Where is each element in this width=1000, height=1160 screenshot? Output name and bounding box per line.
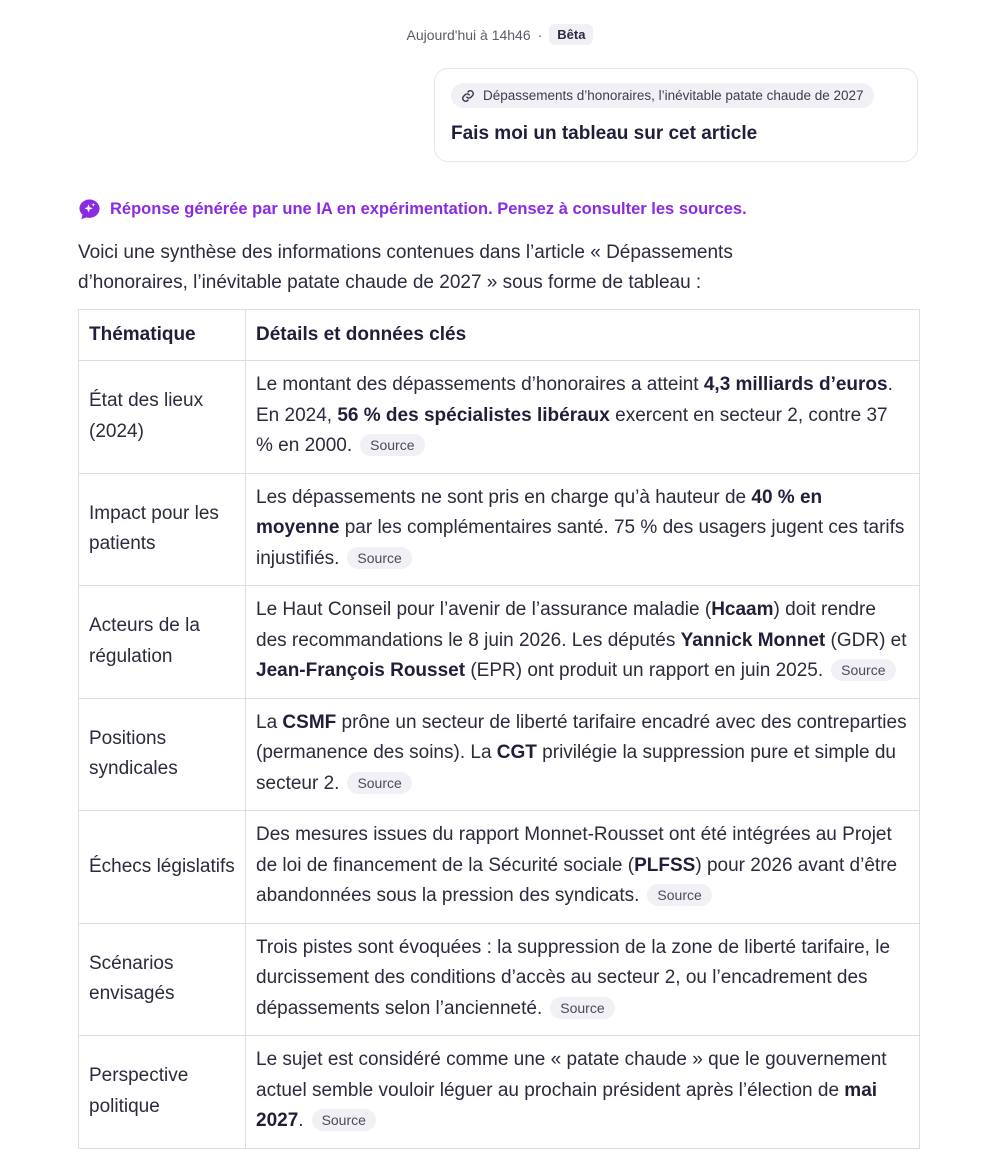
response-intro: Voici une synthèse des informations contenues dans l’article « Dépassements d’honoraires, l’inévitable patate chaude de 2027 » sous forme de tableau : (78, 242, 733, 293)
user-message-text: Fais moi un tableau sur cet article (451, 123, 758, 144)
source-button[interactable]: Source (360, 434, 424, 456)
table-header-row (79, 310, 920, 361)
row-theme-cell: Perspective politique (79, 1036, 246, 1149)
details-text: prône un secteur de liberté tarifaire encadré avec des contreparties (permanence des soins). La (256, 711, 907, 763)
timestamp-separator: · (537, 26, 543, 43)
highlight-text: 40 % en moyenne (256, 486, 823, 538)
source-button[interactable]: Source (647, 884, 711, 906)
row-theme-cell: Positions syndicales (79, 698, 246, 811)
row-theme-cell: État des lieux (2024) (79, 361, 246, 474)
ai-disclaimer (78, 198, 747, 221)
highlight-text: 4,3 milliards d’euros (703, 374, 888, 395)
highlight-text: Yannick Monnet (680, 629, 826, 651)
ai-sparkle-icon (78, 198, 101, 221)
details-text: ) pour 2026 avant d’être abandonnées sous la pression des syndicats. (256, 854, 898, 906)
article-link-chip[interactable] (451, 83, 874, 108)
details-text: (GDR) et (825, 629, 907, 651)
source-button[interactable]: Source (347, 772, 411, 794)
row-details-cell (246, 473, 920, 586)
table-row (79, 1036, 920, 1149)
row-theme-cell: Impact pour les patients (79, 473, 246, 586)
column-header-theme: Thématique (79, 310, 246, 361)
source-button[interactable]: Source (312, 1109, 376, 1131)
table-row (79, 473, 920, 586)
details-text: Trois pistes sont évoquées : la suppression de la zone de liberté tarifaire, le durcissement des conditions d’accès au secteur 2, ou l’encadrement des dépassements selon l’ancienneté. (256, 936, 891, 1019)
table-body (79, 361, 920, 1149)
row-theme-cell: Échecs législatifs (79, 811, 246, 924)
details-text: ) doit rendre des recommandations le 8 juin 2026. Les députés (256, 599, 876, 651)
details-text: Des mesures issues du rapport Monnet-Rousset ont été intégrées au Projet de loi de financement de la Sécurité sociale ( (256, 824, 892, 876)
link-icon (461, 89, 475, 103)
row-details-cell (246, 923, 920, 1036)
row-details-cell (246, 811, 920, 924)
highlight-text: mai 2027 (256, 1079, 878, 1131)
table-row (79, 361, 920, 474)
table-row (79, 586, 920, 699)
highlight-text: Hcaam (711, 599, 774, 620)
row-theme-cell: Acteurs de la régulation (79, 586, 246, 699)
table-row (79, 698, 920, 811)
summary-table (78, 309, 920, 1149)
highlight-text: Jean-François Rousset (256, 660, 466, 681)
details-text: Les dépassements ne sont pris en charge qu’à hauteur de (256, 486, 752, 508)
details-text: Le sujet est considéré comme une « patate chaude » que le gouvernement actuel semble vouloir léguer au prochain président après l’élection de (256, 1049, 887, 1101)
details-text: exercent en secteur 2, contre 37 % en 2000. (256, 404, 888, 456)
table-row (79, 923, 920, 1036)
details-text: privilégie la suppression pure et simple du secteur 2. (256, 742, 896, 794)
ai-disclaimer-text: Réponse générée par une IA en expérimentation. Pensez à consulter les sources. (110, 200, 747, 218)
highlight-text: PLFSS (634, 854, 696, 876)
summary-table-container (78, 309, 920, 1149)
details-text: Le montant des dépassements d’honoraires a atteint (256, 374, 704, 395)
highlight-text: CGT (496, 742, 537, 763)
details-text: . (298, 1110, 304, 1131)
source-button[interactable]: Source (831, 659, 895, 681)
row-details-cell (246, 361, 920, 474)
details-text: Le Haut Conseil pour l’avenir de l’assurance maladie ( (256, 599, 712, 620)
beta-badge: Bêta (549, 24, 593, 45)
message-timestamp: Aujourd'hui à 14h46 (406, 26, 531, 43)
column-header-details: Détails et données clés (246, 310, 920, 361)
highlight-text: CSMF (282, 711, 337, 733)
user-message-bubble (434, 68, 918, 162)
table-row (79, 811, 920, 924)
row-details-cell (246, 586, 920, 699)
article-link-label: Dépassements d’honoraires, l’inévitable patate chaude de 2027 (483, 88, 864, 103)
row-theme-cell: Scénarios envisagés (79, 923, 246, 1036)
highlight-text: 56 % des spécialistes libéraux (337, 404, 610, 426)
timestamp-row (0, 24, 1000, 45)
details-text: par les complémentaires santé. 75 % des usagers jugent ces tarifs injustifiés. (256, 517, 905, 569)
row-details-cell (246, 698, 920, 811)
details-text: La (256, 711, 283, 733)
source-button[interactable]: Source (347, 547, 411, 569)
row-details-cell (246, 1036, 920, 1149)
details-text: (EPR) ont produit un rapport en juin 2025. (465, 660, 824, 681)
details-text: . En 2024, (256, 374, 893, 426)
source-button[interactable]: Source (550, 997, 614, 1019)
